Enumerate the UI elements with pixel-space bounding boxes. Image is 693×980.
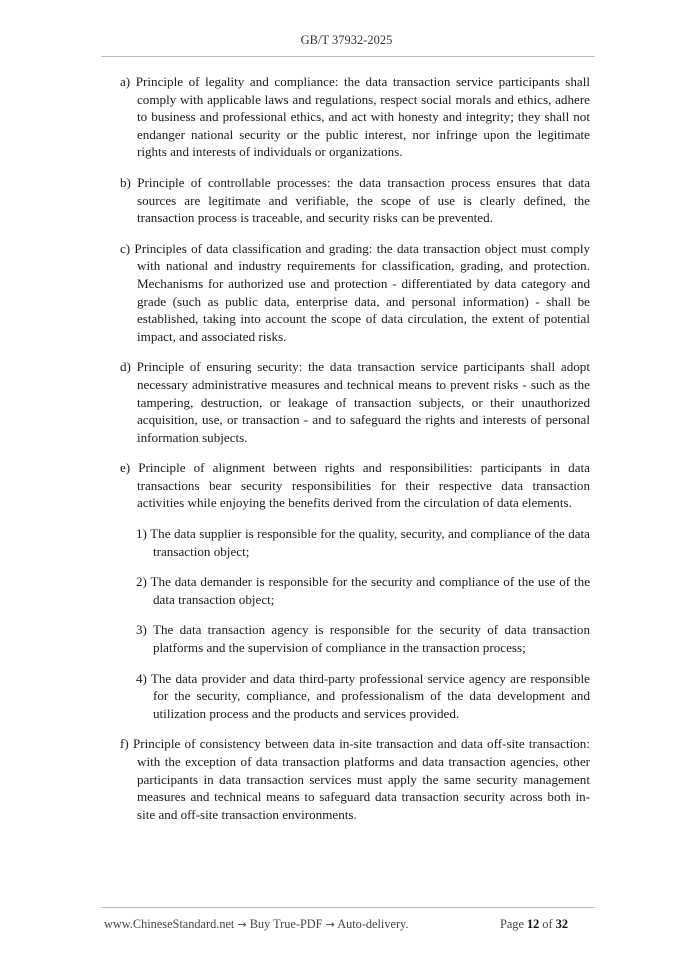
header-divider — [101, 56, 595, 57]
list-item-f: f) Principle of consistency between data in-site transaction and data off-site transaction: with the exception of data transaction platforms and data transaction agencies, other participants in data transaction services must apply the same security management measures and technical means to safeguard data transaction security across both in-site and off-site transaction environments. — [120, 736, 590, 822]
list-item-b: b) Principle of controllable processes: the data transaction process ensures that data sources are legitimate and verifiable, the scope of use is clearly defined, the transaction process is traceable, and security risks can be prevented. — [120, 174, 590, 226]
page-number — [500, 917, 595, 932]
auto-delivery-text: Auto-delivery. — [337, 917, 409, 931]
buy-pdf-link[interactable]: Buy True-PDF — [249, 917, 323, 931]
site-link[interactable]: www.ChineseStandard.net — [104, 917, 235, 931]
page-current: 12 — [526, 917, 540, 931]
arrow-right-icon: → — [325, 918, 335, 931]
sub-item-3: 3) The data transaction agency is responsible for the security of data transaction platforms and the supervision of compliance in the transaction process; — [136, 622, 590, 656]
page-label: Page — [500, 917, 524, 931]
footer-links — [104, 917, 408, 932]
footer-divider — [101, 907, 595, 908]
sub-item-4: 4) The data provider and data third-party professional service agency are responsible for the security, compliance, and professionalism of the data development and utilization process and the products and services provided. — [136, 670, 590, 721]
document-body — [120, 73, 590, 836]
sub-list-e — [120, 525, 590, 722]
sub-item-1: 1) The data supplier is responsible for the quality, security, and compliance of the data transaction object; — [136, 526, 590, 559]
document-header: GB/T 37932-2025 — [300, 33, 393, 47]
sub-item-2: 2) The data demander is responsible for the security and compliance of the use of the data transaction object; — [136, 574, 590, 607]
list-item-d: d) Principle of ensuring security: the data transaction service participants shall adopt necessary administrative measures and technical means to prevent risks - such as the tampering, destruction, or leakage of transaction subjects, or their unauthorized acquisition, use, or transaction - and to safeguard the rights and interests of personal information subjects. — [120, 359, 590, 445]
page-total: 32 — [555, 917, 568, 931]
list-item-c: c) Principles of data classification and grading: the data transaction object must comply with national and industry requirements for classification, grading, and protection. Mechanisms for authorized use and protection - differentiated by data category and grade (such as public data, enterprise data, and personal information) - shall be established, taking into account the scope of data circulation, the extent of potential impact, and associated risks. — [120, 240, 590, 344]
list-item-a: a) Principle of legality and compliance: the data transaction service participants shall comply with applicable laws and regulations, respect social morals and ethics, adhere to business and professional ethics, and act with honesty and integrity; they shall not endanger national security or the public interest, nor infringe upon the legitimate rights and interests of individuals or organizations. — [120, 74, 590, 160]
list-item-e: e) Principle of alignment between rights and responsibilities: participants in data transactions bear security responsibilities for their respective data transaction activities while enjoying the benefits derived from the circulation of data elements. — [120, 460, 590, 511]
page-of-label: of — [542, 917, 553, 931]
arrow-right-icon: → — [237, 918, 247, 931]
